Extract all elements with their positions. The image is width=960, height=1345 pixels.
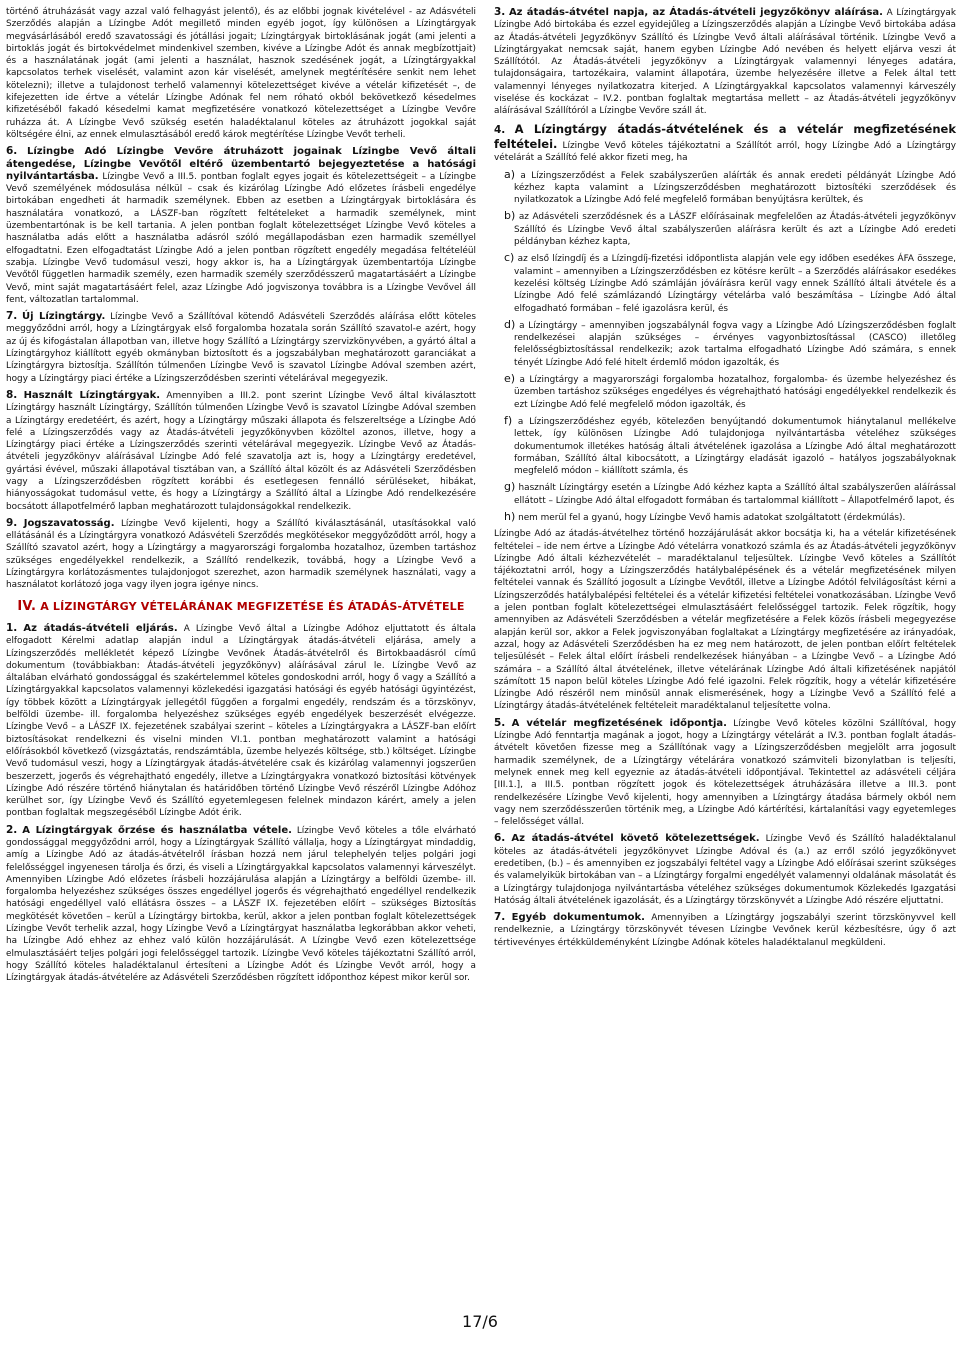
section-iv-1-text: A Lízingbe Vevő által a Lízingbe Adóhoz eljuttatott és általa elfogadott Kérelmi adatlap alapján indul a Lízingtárgyak átadás-átvételi eljárása, amely a Lízingszerződés mellékletét képező Lízingbe Vevőnek Átadás-átvételről és Birtokbaadásról című dokumentum (továbbiakban: Átadás-átvételi jegyzőkönyv) aláírásával zárul le. Lízingbe Vevő az általában elvárható gondossággal és szakértelemmel köteles gondoskodni arról, hogy ő vagy a Szállító a Lízingtárgyakkal kapcsolatos valamennyi közlekedési igazgatási hatósági és egyéb hatósági ügyintézést, így többek között a Lízingtárgyak jellegétől függően a forgalmi engedély, rendszám és a törzskönyv, belföldi üzembe- ill. forgalomba helyezéshez szükséges egyéb engedélyek beszerzését elvégezze. Lízingbe Vevő – a LÁSZF IX. fejezetének szabályai szerint – köteles a Lízingtárgyakra a LÁSZF-ban előírt biztosításokat rendelkezni és viselni minden VI.1. pontban meghatározott valamint a hatósági előírásokból következő (vizsgáztatás, rendszámtábla, üzembe helyezés költsége, stb.) költséget. Lízingbe Vevő tudomásul veszi, hogy a Lízingtárgyak átadás-átvételére csak és kizárólag valamennyi jogszerűen beszerzett, jogerős és végrehajtható engedély, illetve a Lízingtárgyakra vonatkozó biztosítási kötvények Lízingbe Adó részére történő hiánytalan és határidőben történő Lízingbe Vevő részéről Lízingbe Adóhoz kerülhet sor, így Lízingbe Vevő és Szállító egyetemlegesen felelnek mindazon kárért, amely a jelen pontban foglaltak megszegéséből Lízingbe Adót érik. xyxy=(6,623,476,819)
section-7-text: Lízingbe Vevő a Szállítóval kötendő Adásvételi Szerződés aláírása előtt köteles meggyőződni arról, hogy a Lízingtárgyak első forgalomba hozatala során Szállító szavatol-e azért, hogy az új és kifogástalan állapotban van, illetve hogy Szállító a Lízingtárgy szervizkönyvében, a gyártó által a Lízingtárgyhoz kiállított egyéb okmányban biztosított és a jogszabályban meghatározott garanciákat a Lízingtárgyra biztosítja. Szállítón túlmenően Lízingbe Vevő is szavatol Lízingbe Adóval szemben azért, hogy a Lízingtárgy piaci értéke a Lízingszerződésben szerinti vételárával megegyezik. xyxy=(6,312,476,384)
list-item xyxy=(504,251,956,314)
paragraph-intro: történő átruházását vagy azzal való felhagyást jelentő), és az előbbi jognak kivételével - az Adásvételi Szerződés alapján a Lízingbe Adót megillető minden egyéb jogot, így különösen a Lízingtárgyak megvásárlásából eredő szavatossági és jótállási jogait; Lízingtárgyak birtoklásának jogát (ami jelenti a birtoklás jogát és birtokvédelmet mindenkivel szemben, kivéve a Lízingbe Adót és annak megbízottjait) és a használatának jogát (ami jelenti a használat, hasznok szedésének jogát, a Lízingtárgyakkal kapcsolatos terhek viselését, valamint azon kár viselését, amelynek megtérítésére senkit nem lehet kötelezni); illetve a tulajdonost terhelő valamennyi kötelezettséget kivéve a vételár kifizetését –, de kifejezetten ide értve a vételár Lízingbe Adónak fel nem róható okból bekövetkező késedelmes kifizetéséből fakadó késedelmi kamat megfizetésére vonatkozó kötelezettséget a Lízingbe Vevőre ruházza át. A Lízingbe Vevő szükség esetén haladéktalanul köteles az átruházott jogokkal saját költségére élni, az ennek elmulasztásából eredő károk megtérítése Lízingbe Vevőt terheli. xyxy=(6,7,476,140)
section-7-heading: Új Lízingtárgy. xyxy=(22,311,106,323)
list-item-letter: b) xyxy=(504,209,516,223)
section-8 xyxy=(6,389,476,513)
right-column xyxy=(494,6,956,949)
section-iv-5 xyxy=(494,717,956,829)
section-iv-6-heading: Az átadás-átvétel követő kötelezettségek. xyxy=(511,833,760,845)
left-column xyxy=(6,6,476,985)
section-6-number: 6. xyxy=(6,145,18,158)
section-6-heading: Lízingbe Adó Lízingbe Vevőre átruházott jogainak Lízingbe Vevő általi átengedése, Lízingbe Vevőtől eltérő üzembentartó bejegyeztetése a hatósági nyilvántartásba. xyxy=(6,146,476,182)
section-iv-3-number: 3. xyxy=(494,6,506,18)
section-iv-5-heading: A vételár megfizetésének időpontja. xyxy=(511,717,727,729)
section-iv-5-text: Lízingbe Vevő köteles közölni Szállítóval, hogy Lízingbe Adó fenntartja magának a jogot, hogy a Lízingtárgy vételárát a IV.3. pontban foglalt átadás-átvételt követően fizesse meg a Szállítónak vagy a Lízingszerződésben megjelölt arra jogosult harmadik személynek, de a Lízingtárgy vételárára vonatkozó számviteli bizonylatban is teljesíti, melynek ennek meg kell egyeznie az átadás-átvételi időpontjával. Tekintettel az adásvételi céljára [III.1.], a III.5. pontban rögzített jogok és kötelezettségek átruházására illetve a III.3. pont rendelkezésére Lízingbe Vevő kijelenti, hogy amennyiben a Lízingtárgy átadása bármely okból nem vagy nem szerződésszerűen történik meg, a Lízingbe Adó kártérítési, kártalanítási vagy egyetemleges – felelősséget vállal. xyxy=(494,718,956,828)
list-item-text: nem merül fel a gyanú, hogy Lízingbe Vevő hamis adatokat szolgáltatott (érdekmúlás). xyxy=(518,512,906,523)
page-number: 17/6 xyxy=(462,1312,498,1331)
section-iv-1-heading: Az átadás-átvételi eljárás. xyxy=(23,622,178,634)
list-item-text: a Lízingszerződést a Felek szabályszerűen aláírták és annak eredeti példányát Lízingbe Adó kézhez kapta valamint a Lízingszerződésben meghatározott biztosítéki szerződések és nyilatkozatok a Lízingbe Adó felé megfelelő formában benyújtásra kerültek, és xyxy=(514,170,956,206)
condition-list xyxy=(494,169,956,525)
chapter-roman: IV. xyxy=(17,598,37,614)
section-iv-3-heading: Az átadás-átvétel napja, az Átadás-átvételi jegyzőkönyv aláírása. xyxy=(508,7,883,18)
list-item-text: az első lízingdíj és a Lízingdíj-fizetési időpontlista alapján vele egy időben esedékes ÁFA összege, valamint – amennyiben a Lízingszerződésben ez kötésre került – a Szerződés aláírásakor esedékes kezelési költség Lízingbe Adó számláján jóváírásra kerül vagy ennek Szállító általi átvétele és a Lízingbe Adó felé számlázandó Lízingtárgy vételárba való beszámítása – Lízingbe Adó által elfogadható formában – felé igazolásra kerül, és xyxy=(514,254,956,314)
section-6 xyxy=(6,145,476,306)
list-item xyxy=(504,372,956,411)
section-iv-4-number: 4. xyxy=(494,123,506,136)
section-iv-7-text: Amennyiben a Lízingtárgy jogszabályi szerint törzskönyvvel kell rendelkeznie, a Lízingtárgy törzskönyvét tévesen Lízingbe Vevőnek kerül kézbesítésre, úgy ő azt tértivevényes értékküldeményként Lízingbe Adónak köteles haladéktalanul megküldeni. xyxy=(494,913,956,948)
section-8-text: Amennyiben a III.2. pont szerint Lízingbe Vevő által kiválasztott Lízingtárgy használt Lízingtárgy, Szállítón túlmenően Lízingbe Vevő is szavatol Lízingbe Adóval szemben a Lízingtárgy eredetéért, és azért, hogy a Lízingtárgy műszaki állapota és felszereltsége a Lízingbe Adó felé a Lízingszerződés vagy az Átadás-átvételi jegyzőkönyvben közöltel azonos, illetve, hogy a Lízingtárgy piaci értéke a Lízingszerződés szerinti vételárával megegyezik. Lízingbe Vevő az Átadás-átvételi jegyzőkönyv aláírásával Lízingbe Adó felé szavatolja azt is, hogy a Lízingtárgy eredetével, gyártási évével, műszaki állapotával tisztában van, a Szállító által közölt és az Adásvételi Szerződésben vagy a Lízingszerződésben rögzített korábbi és esetlegesen fennálló sérüléseket, hibákat, hiányosságokat tudomásul vette, és hogy a Lízingtárgy a Szállító által a Lízingbe Adó rendelkezésére bocsátott állapotfelmérő lapban meghatározott tulajdonságokkal rendelkezik. xyxy=(6,390,477,512)
section-iv-4 xyxy=(494,122,956,165)
list-item-letter: e) xyxy=(504,372,516,386)
section-iv-1 xyxy=(6,622,476,820)
list-item-letter: h) xyxy=(504,509,516,523)
list-item-letter: c) xyxy=(504,251,515,265)
section-iv-5-number: 5. xyxy=(494,716,506,729)
section-9 xyxy=(6,517,476,592)
list-item-letter: g) xyxy=(504,480,516,494)
section-iv-4-heading: A Lízingtárgy átadás-átvételének és a vételár megfizetésének feltételei. xyxy=(494,121,956,151)
list-item xyxy=(504,317,956,369)
list-item-letter: d) xyxy=(504,317,516,331)
chapter-heading xyxy=(6,598,476,614)
list-item-letter: f) xyxy=(504,413,513,427)
section-iv-4-continuation: Lízingbe Adó az átadás-átvételhez történő hozzájárulását akkor bocsátja ki, ha a vételár kifizetésének feltételei – ide nem értve a Lízingbe Adó vételárra vonatkozó számla és az Átadás-átvételi jegyzőkönyv Lízingbe Adó általi kézhezvételét – maradéktalanul teljesültek. Lízingbe Vevő köteles a Szállítót tájékoztatni arról, hogy a Lízingszerződés hatálybalépésének és a vételár megfizetésének milyen feltételei vannak és Szállító jogosult a Lízingbe Vevőtől, illetve a Lízingbe Adótól felvilágosítást kérni a Lízingszerződés hatálybalépési feltételei és a vételár kifizetési feltételei vonatkozásában. Lízingbe Vevő a jelen pontban foglalt kötelezettségei elmulasztásáért felelősséggel tartozik. Felek rögzítik, hogy amennyiben az Adásvételi Szerződésben a vételár megfizetésére a Felek közös írásbeli megegyezése alapján kerül sor, akkor a Felek jogviszonyában foglaltakat a Lízingtárgy megfizetésére az irányadóak, azzal, hogy az Adásvételi Szerződésben ha ez meg nem határozott, de jelen pontban előírt feltételek teljesülését – Felek által előírt írásbeli rendelkezések hiányában – a Lízingbe Vevő – a Lízingbe Adó számára – a Szállító által átvételének, illetve vételárának Lízingbe Adó általi kifizetésének napjától számított 15 napon belül köteles Lízingbe Adó felé igazolni. Felek rögzítik, hogy a vételár kifizetésére Lízingbe Adó részéről nem minősül annak elismerésének, hogy a Lízingbe Vevő a Szállító felé a Lízingtárgy átadás-átvételének feltételeit maradéktalanul teljesítette volna. xyxy=(494,529,956,712)
list-item-text: a Lízingtárgy – amennyiben jogszabálynál fogva vagy a Lízingbe Adó Lízingszerződésben foglalt rendelkezései alapján szükséges – érvényes vagyonbiztosítással (CASCO) illetőleg felelősségbiztosítással rendelkezik; azok tartalma elfogadható Lízingbe Adó számára, s ennek tényét Lízingbe Adó felé hitelt érdemlő módon igazolták, és xyxy=(514,320,956,368)
section-iv-6-text: Lízingbe Vevő és Szállító haladéktalanul köteles az átadás-átvételi jegyzőkönyvet Lízingbe Adóval és (a.) az erről szóló jegyzőkönyvet eredetiben, (b.) – és amennyiben ez jogszabályi feltétel vagy a Lízingbe Adó előírásai szerint szükséges és valamelyikük birtokában van – a Lízingtárgy forgalmi engedélyét valamennyi oldalának másolatát és a Lízingtárgy tulajdonjoga nyilvántartásba vételéhez szükséges dokumentumok Közlekedés Igazgatási Hatóság általi átvételének igazolását, és a Lízingtárgy törzskönyvét a Lízingbe Adó részére eljuttatni. xyxy=(494,834,956,906)
section-iv-7 xyxy=(494,911,956,949)
list-item-text: a Lízingtárgy a magyarországi forgalomba hozatalhoz, forgalomba- és üzembe helyezéshez és üzemben tartáshoz szükséges engedélyes és végrehajtható hatósági engedélyekkel rendelkezik és ezt Lízingbe Adó felé megfelelő módon igazolták, és xyxy=(514,375,956,410)
list-item-letter: a) xyxy=(504,167,516,181)
section-iv-6 xyxy=(494,832,956,907)
section-7-number: 7. xyxy=(6,310,18,323)
list-item xyxy=(504,509,956,524)
section-iv-2-heading: A Lízingtárgyak őrzése és használatba vétele. xyxy=(22,824,292,836)
section-6-text: Lízingbe Vevő a III.5. pontban foglalt egyes jogait és kötelezettségeit – a Lízingbe Vevő személyének módosulása nélkül – csak és kizárólag Lízingbe Adó előzetes írásbeli engedélye birtokában engedheti át harmadik személynek. Ebben az esetben a Lízingtárgyak birtoklására és használatára vonatkozó, a LÁSZF-ban rögzített feltételeket a harmadik személynek, mint üzembentartónak is be kell tartania. A jelen pontban foglalt kötelezettséget Lízingbe Vevő köteles a használatba adás előtt a használatba adásról szóló megállapodásban ezen harmadik személlyel elfogadtatni. Ezen elfogadtatást Lízingbe Adó a jelen pontban rögzített engedély megadása feltételéül szabja. Lízingbe Vevő tudomásul veszi, hogy akkor is, ha a Lízingtárgyak üzembentartója Lízingbe Vevőtől független harmadik személy, ezen harmadik személy szerződésszerű magatartásáért a Lízingbe Vevő, mint saját magatartásáért felel, azaz Lízingbe Adó jogviszonya továbbra is a Lízingbe Vevővel áll fent, változatlan tartalommal. xyxy=(6,171,476,305)
section-iv-7-number: 7. xyxy=(494,911,506,924)
section-9-text: Lízingbe Vevő kijelenti, hogy a Szállító kiválasztásánál, utasításokkal való ellátásánál és a Lízingtárgyra vonatkozó Adásvételi Szerződés megkötésekor meggyőződött arról, hogy a Szállító szavatol azért, hogy a Lízingtárgy a magyarországi forgalomba hozatalhoz, üzemben tartáshoz szükséges engedélyekkel rendelkezik, a Szállító rendelkezik, továbbá, hogy a Lízingbe Vevő a Lízingtárgyra korlátozásmentes tulajdonjogot szerezhet, azon harmadik személynek használati, vagy a használatot korlátozó joga vagy ilyen jogra igénye nincs. xyxy=(6,518,476,591)
section-9-heading: Jogszavatosság. xyxy=(23,517,115,529)
section-iv-2 xyxy=(6,824,476,985)
section-iv-2-number: 2. xyxy=(6,823,18,836)
section-iv-3 xyxy=(494,6,956,118)
list-item xyxy=(504,209,956,248)
section-iv-1-number: 1. xyxy=(6,621,18,634)
list-item-text: a Lízingszerződéshez egyéb, kötelezően benyújtandó dokumentumok hiánytalanul mellékelve lettek, így különösen Lízingbe Adó tulajdonjoga nyilvántartásba vételéhez szükséges dokumentumok illetékes hatóság általi átvételének igazolása a Lízingbe Adó által meghatározott formában, Szállító által kibocsátott, a Lízingtárgy eladását igazoló – hatályos jogszabályoknak megfelelő módon – kiállított számla, és xyxy=(514,416,956,477)
section-iv-7-heading: Egyéb dokumentumok. xyxy=(511,912,645,924)
section-9-number: 9. xyxy=(6,516,18,529)
chapter-title: A LÍZINGTÁRGY VÉTELÁRÁNAK MEGFIZETÉSE ÉS ÁTADÁS-ÁTVÉTELE xyxy=(40,599,465,613)
list-item xyxy=(504,413,956,477)
section-iv-2-text: Lízingbe Vevő köteles a tőle elvárható gondossággal meggyőződni arról, hogy a Lízingtárgyak Szállító vállalja, hogy a Lízingtárgyat mindaddig, amíg a Lízingbe Adó az átadás-átvételről írásban hozzá nem járul telephelyén teljes polgári jogi felelősséggel ingyenesen tárolja és őrzi, és viseli a Lízingtárgyakkal kapcsolatos valamennyi kárveszélyt. Amennyiben Lízingbe Adó előzetes írásbeli hozzájárulása alapján a Lízingtárgy a belföldi üzembe- ill. forgalomba helyezéshez szükséges összes engedéllyel jogerős és végrehajtható engedéllyel rendelkezik hatósági engedéllyel való ellátásra összes – a LÁSZF IX. fejezetében előírt – szükséges Biztosítás megkötését követően – kerül a Lízingtárgy birtokba, kerül, akkor a jelen pontban foglalt kötelezettségek Lízingbe Vevőt terhelik azzal, hogy Lízingbe Vevő a Lízingtárgyat használatba legkorábban akkor veheti, ha Lízingbe Adó ehhez az ehhez való külön hozzájárulását. A Lízingbe Vevő ezen kötelezettsége elmulasztásáért teljes polgári jogi felelősséggel tartozik. Lízingbe Vevő köteles tájékoztatni Szállító arról, hogy Szállító köteles haladéktalanul értesíteni a Lízingbe Adót és Lízingbe Vevőt arról, hogy a Lízingtárgyak átadás-átvételére az Adásvételi Szerződésben rögzített időponthoz képest mikor kerül sor. xyxy=(6,825,476,984)
section-8-heading: Használt Lízingtárgyak. xyxy=(23,389,161,401)
section-iv-3-text: A Lízingtárgyak Lízingbe Adó birtokába és ezzel egyidejűleg a Lízingszerződés alapján a Lízingbe Vevő birtokába adása az Átadás-átvételi Jegyzőkönyv Szállító és Lízingbe Vevő általi aláírásával történik. Lízingbe Vevő a Lízingtárgyakat nemcsak saját, hanem egyben Lízingbe Adó nevében és helyett eljárva veszi át Szállítótól. Az Átadás-átvételi jegyzőkönyv a Lízingtárgyak valamennyi lényeges adatára, tulajdonságaira, tartozékaira, valamint állapotára, üzembe helyezésére illetve a Felek által tett valamennyi lényeges nyilatkozatra kiterjed. A Lízingtárgyakkal kapcsolatos valamennyi kárveszély viselése és kockázat – IV.2. pontban foglaltak megtartása mellett – az Átadás-átvételi jegyzőkönyv aláírásával Szállítóról a Lízingbe Vevőre száll át. xyxy=(494,8,956,117)
section-iv-4-text: Lízingbe Vevő köteles tájékoztatni a Szállítót arról, hogy Lízingbe Adó a Lízingtárgy vételárát a Szállító felé akkor fizeti meg, ha xyxy=(494,140,956,164)
section-7 xyxy=(6,310,476,385)
section-8-number: 8. xyxy=(6,388,18,401)
list-item-text: használt Lízingtárgy esetén a Lízingbe Adó kézhez kapta a Szállító által szabályszerűen aláírással ellátott – Lízingbe Adó által elfogadott formában és tartalommal kiállított – Állapotfelmérő lapot, és xyxy=(514,483,956,506)
list-item xyxy=(504,167,956,207)
list-item-text: az Adásvételi szerződésnek és a LÁSZF előírásainak megfelelően az Átadás-átvételi jegyzőkönyv Szállító és Lízingbe Vevő által szabályszerűen aláírásra került és azt a Lízingbe Adó eredeti példányban kézhez kapta, xyxy=(514,212,956,248)
list-item xyxy=(504,480,956,507)
section-iv-6-number: 6. xyxy=(494,832,506,845)
